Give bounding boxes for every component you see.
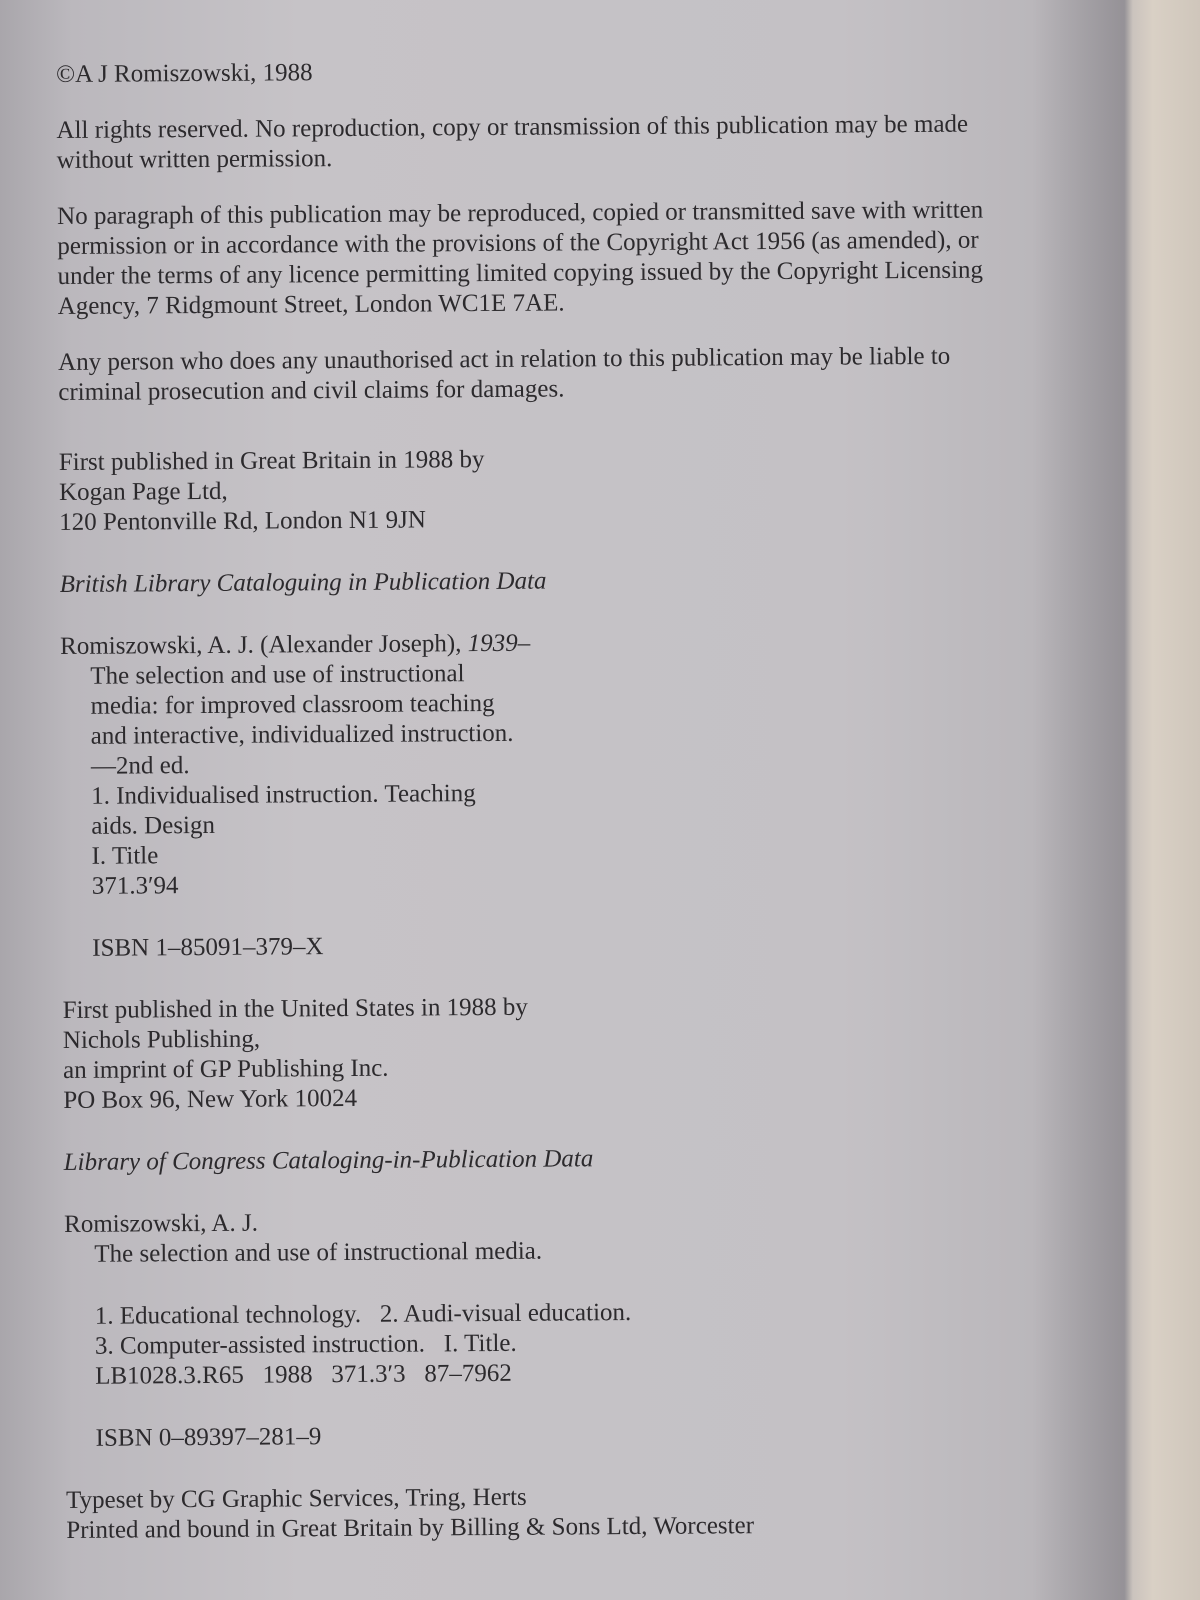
loc-record <box>64 1203 995 1391</box>
us-publication-line: PO Box 96, New York 10024 <box>63 1084 358 1114</box>
us-publication-line: an imprint of GP Publishing Inc. <box>62 1054 389 1084</box>
bl-record-line: —2nd ed. <box>90 752 190 780</box>
us-publication-line: First published in the United States in 1988 by <box>62 993 528 1024</box>
liability-notice: Any person who does any unauthorised act in relation to this publication may be liable to criminal prosecution and civil claims for damages. <box>58 342 951 406</box>
page-fold-shadow <box>1032 0 1200 1600</box>
uk-publication-line: 120 Pentonville Rd, London N1 9JN <box>59 506 426 536</box>
bl-author-name: Romiszowski, A. J. (Alexander Joseph), <box>60 630 462 660</box>
loc-isbn: ISBN 0–89397–281–9 <box>95 1423 322 1452</box>
bl-record-line: 1. Individualised instruction. Teaching <box>91 780 476 810</box>
loc-record-lines <box>65 1295 996 1391</box>
uk-publication-line: First published in Great Britain in 1988 by <box>58 446 485 476</box>
printing-block <box>66 1479 996 1545</box>
loc-title-line: The selection and use of instructional media. <box>94 1237 543 1268</box>
bl-record-line: The selection and use of instructional <box>90 660 465 690</box>
copyright-page-text <box>56 54 996 1546</box>
bl-record-line: media: for improved classroom teaching <box>90 689 495 720</box>
us-publication-block <box>63 989 994 1115</box>
bl-isbn: ISBN 1–85091–379–X <box>92 933 324 962</box>
rights-notice: All rights reserved. No reproduction, copy or transmission of this publication may be made without written permission. <box>56 110 969 174</box>
uk-publication-line: Kogan Page Ltd, <box>58 477 228 506</box>
printing-line: Typeset by CG Graphic Services, Tring, Herts <box>65 1483 527 1514</box>
loc-record-line: 3. Computer-assisted instruction. I. Title. <box>94 1329 517 1360</box>
bl-record-lines <box>60 655 992 901</box>
british-library-record <box>60 625 992 901</box>
uk-publication-block <box>59 441 990 537</box>
paragraph-notice: No paragraph of this publication may be reproduced, copied or transmitted save with written permission or in accordance with the provisions of the Copyright Act 1956 (as amended), or under the terms of any licence permitting limited copying issued by the Copyright Licensing Agency, 7 Ridgmount Street, London WC1E 7AE. <box>56 196 984 320</box>
loc-record-line: LB1028.3.R65 1988 371.3′3 87–7962 <box>95 1359 512 1390</box>
printing-line: Printed and bound in Great Britain by Billing & Sons Ltd, Worcester <box>66 1512 755 1544</box>
bl-record-line: aids. Design <box>91 811 216 840</box>
copyright-line: ©A J Romiszowski, 1988 <box>56 59 313 88</box>
british-library-heading: British Library Cataloguing in Publication Data <box>59 567 547 598</box>
bl-record-line: and interactive, individualized instruction. <box>90 719 514 750</box>
bl-record-line: I. Title <box>91 842 159 870</box>
bl-author-year: 1939– <box>467 629 531 658</box>
loc-record-line: 1. Educational technology. 2. Audi-visual education. <box>94 1299 632 1330</box>
bl-record-line: 371.3′94 <box>91 872 179 900</box>
us-publication-line: Nichols Publishing, <box>62 1025 261 1054</box>
loc-heading: Library of Congress Cataloging-in-Publication Data <box>63 1145 594 1176</box>
loc-author-line: Romiszowski, A. J. <box>64 1209 259 1238</box>
